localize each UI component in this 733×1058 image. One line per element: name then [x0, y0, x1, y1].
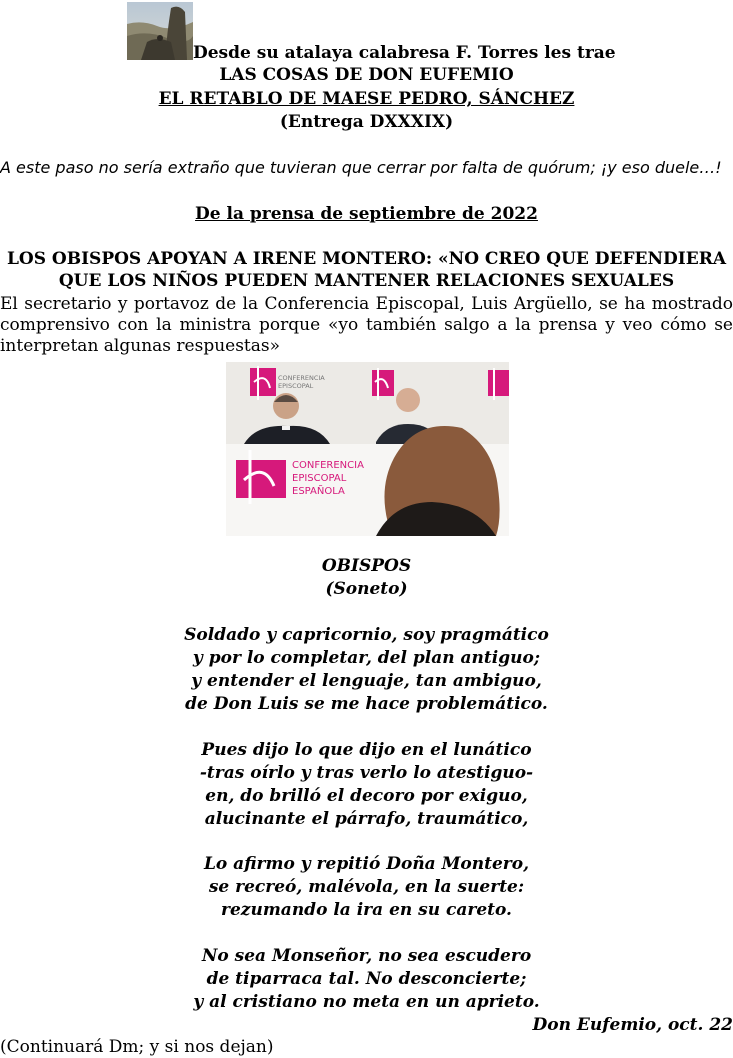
poem-line: y por lo completar, del plan antiguo; [192, 648, 541, 668]
column-title: LAS COSAS DE DON EUFEMIO [219, 65, 514, 85]
banner-text-2: EPISCOPAL [292, 473, 347, 484]
news-photo [226, 362, 509, 536]
poem-line: Soldado y capricornio, soy pragmático [184, 625, 549, 645]
poem-line: Pues dijo lo que dijo en el lunático [201, 740, 532, 760]
press-heading [0, 203, 733, 225]
poem-stanza-4 [0, 945, 733, 1014]
tagline: A este paso no sería extraño que tuvieran que cerrar por falta de quórum; ¡y eso duele…! [0, 158, 722, 177]
poem-line: y al cristiano no meta en un aprieto. [193, 992, 540, 1012]
poem-title: OBISPOS [321, 556, 412, 576]
signature: Don Eufemio, oct. 22 [532, 1015, 733, 1035]
poem-line: de Don Luis se me hace problemático. [185, 694, 548, 714]
poem-line: rezumando la ira en su careto. [221, 900, 512, 920]
poem-line: de tiparraca tal. No desconcierte; [206, 969, 527, 989]
series-title [0, 88, 733, 110]
poem-line: Lo afirmo y repitió Doña Montero, [203, 854, 530, 874]
poem-stanza-2 [0, 739, 733, 831]
backdrop-text-2: EPISCOPAL [278, 382, 314, 390]
banner-text-3: ESPAÑOLA [292, 486, 345, 497]
poem-line: No sea Monseñor, no sea escudero [201, 946, 532, 966]
press-heading-text: De la prensa de septiembre de 2022 [195, 204, 538, 224]
article-headline: LOS OBISPOS APOYAN A IRENE MONTERO: «NO CREO QUE DEFENDIERA QUE LOS NIÑOS PUEDEN MANTENER RELACIONES SEXUALES [6, 249, 727, 291]
poem-line: y entender el lenguaje, tan ambiguo, [191, 671, 542, 691]
poem-line: alucinante el párrafo, traumático, [204, 809, 529, 829]
poem-stanza-3 [0, 853, 733, 922]
header-photo [127, 2, 193, 60]
poem-line: en, do brilló el decoro por exiguo, [205, 786, 528, 806]
series-title-text: EL RETABLO DE MAESE PEDRO, SÁNCHEZ [158, 89, 575, 109]
poem-stanza-1 [0, 624, 733, 716]
installment: (Entrega DXXXIX) [279, 112, 454, 132]
poem-line: -tras oírlo y tras verlo lo atestiguo- [199, 763, 534, 783]
backdrop-text-1: CONFERENCIA [278, 374, 325, 382]
header-intro: Desde su atalaya calabresa F. Torres les trae [193, 43, 616, 63]
banner-text-1: CONFERENCIA [292, 460, 364, 471]
poem-line: se recreó, malévola, en la suerte: [208, 877, 525, 897]
footer-note: (Continuará Dm; y si nos dejan) [0, 1037, 274, 1057]
poem-subtitle: (Soneto) [325, 579, 408, 599]
article-lede: El secretario y portavoz de la Conferencia Episcopal, Luis Argüello, se ha mostrado comprensivo con la ministra porque «yo también salgo a la prensa y veo cómo se interpretan algunas respuestas» [0, 294, 733, 356]
